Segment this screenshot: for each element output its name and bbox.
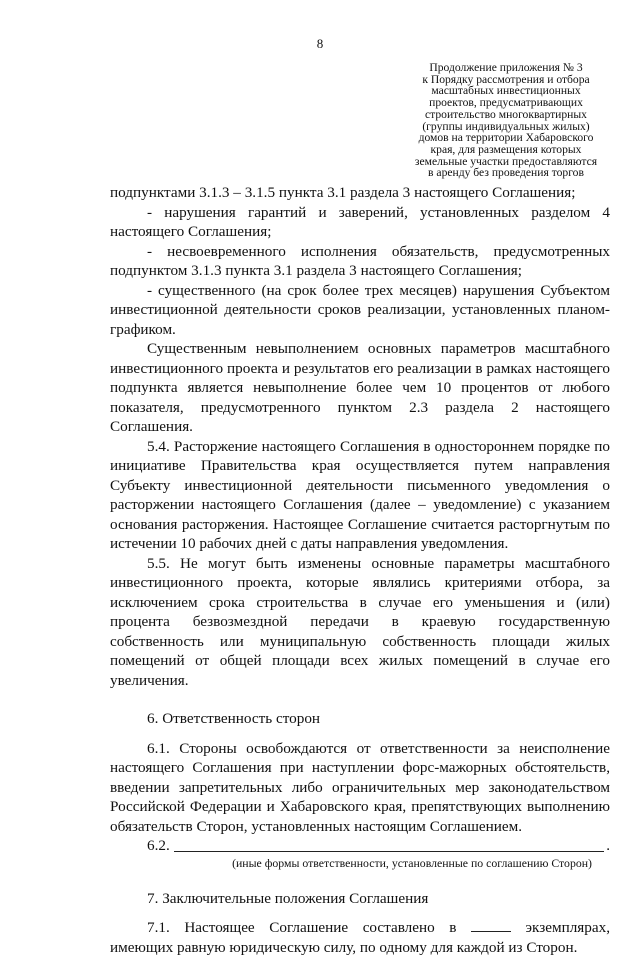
paragraph-6-2 [110,836,610,856]
document-body [110,183,610,957]
appendix-header [402,62,610,179]
paragraph-6-2-label: 6.2. [147,837,170,854]
page-number: 8 [316,36,324,51]
header-line: строительство многоквартирных [425,107,587,121]
paragraph-7-1-end: экземплярах, имеющих равную юридическую силу, по одному для каждой из Сторон. [110,919,610,956]
paragraph-7-1 [110,918,610,957]
header-line: к Порядку рассмотрения и отбора [422,72,590,86]
paragraph-5-4: 5.4. Расторжение настоящего Соглашения в одностороннем порядке по инициативе Правительства края осуществляется путем направления Субъекту инвестиционной деятельности письменного уведомления о расторжении настоящего Соглашения (далее – уведомление) с указанием основания расторжения. Настоящее Соглашение считается расторгнутым по истечении 10 рабочих дней с даты направления уведомления. [110,437,610,552]
list-item: - существенного (на срок более трех месяцев) нарушения Субъектом инвестиционной деятельности сроков реализации, установленных планом-графиком. [110,281,610,338]
spacer [110,690,610,709]
header-line: в аренду без проведения торгов [428,166,584,180]
section-6-heading: 6. Ответственность сторон [147,710,321,727]
responsibility-blank-field[interactable] [174,837,604,852]
header-line: масштабных инвестиционных [431,84,581,98]
blank-field-caption: (иные формы ответственности, установленные по соглашению Сторон) [232,855,592,870]
paragraph-6-1: 6.1. Стороны освобождаются от ответственности за неисполнение настоящего Соглашения при наступлении форс-мажорных обстоятельств, введении запретительных либо ограничительных мер законодательством Российской Федерации и Хабаровского края, препятствующих выполнению обязательств Сторон, установленных настоящим Соглашением. [110,739,610,835]
paragraph-6-2-end: . [606,837,610,854]
spacer [110,729,610,739]
header-line: земельные участки предоставляются [414,154,598,168]
list-item: - несвоевременного исполнения обязательств, предусмотренных подпунктом 3.1.3 пункта 3.1 раздела 3 настоящего Соглашения; [110,242,610,279]
header-line: проектов, предусматривающих [429,96,583,110]
header-line: Продолжение приложения № 3 [429,61,583,74]
list-item: - нарушения гарантий и заверений, установленных разделом 4 настоящего Соглашения; [110,203,610,240]
header-line: домов на территории Хабаровского [418,131,594,145]
paragraph: Существенным невыполнением основных параметров масштабного инвестиционного проекта и результатов его реализации в рамках настоящего подпункта является невыполнение более чем 10 процентов от любого показателя, предусмотренного пунктом 2.3 раздела 2 настоящего Соглашения. [110,340,610,435]
spacer [110,870,610,889]
header-line: края, для размещения которых [430,142,582,156]
paragraph-5-5: 5.5. Не могут быть изменены основные параметры масштабного инвестиционного проекта, которые являлись критериями отбора, за исключением срока строительства в случае его уменьшения и (или) процента безвозмездной передачи в краевую государственную собственность или муниципальную собственность площади жилых помещений от общей площади всех жилых помещений в случае его увеличения. [110,554,610,689]
header-line: (группы индивидуальных жилых) [422,119,590,133]
paragraph-7-1-start: 7.1. Настоящее Соглашение составлено в [147,919,471,936]
copies-count-blank-field[interactable] [471,919,511,932]
spacer [110,908,610,918]
section-7-heading: 7. Заключительные положения Соглашения [147,889,429,907]
paragraph: подпунктами 3.1.3 – 3.1.5 пункта 3.1 раздела 3 настоящего Соглашения; [110,184,576,201]
